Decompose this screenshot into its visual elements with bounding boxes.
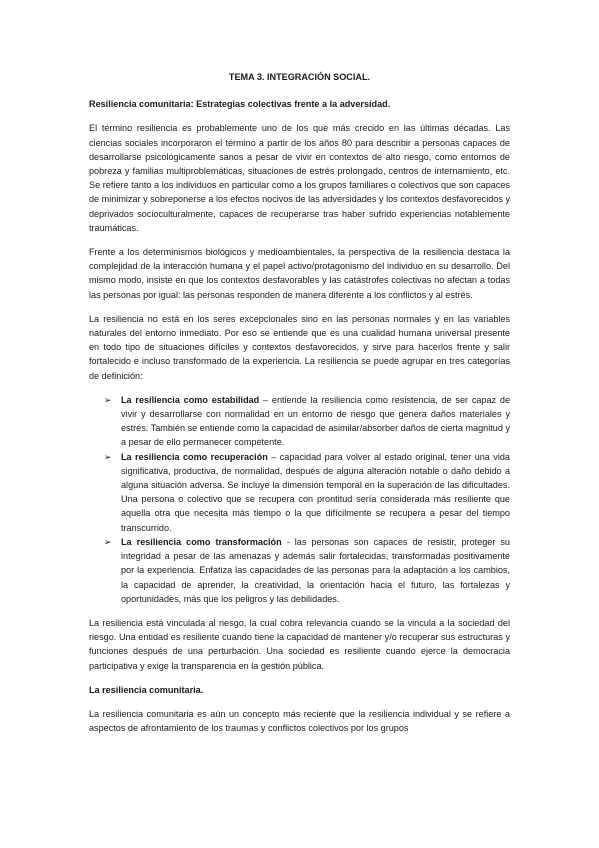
paragraph-last: La resiliencia comunitaria es aún un concepto más reciente que la resiliencia individual y se refiere a aspectos de afrontamiento de los traumas y conflictos colectivos por los grupos <box>89 708 510 734</box>
definition-list <box>89 393 510 606</box>
arrow-bullet-icon: ➢ <box>104 394 112 405</box>
list-item-term: La resiliencia como transformación <box>121 536 282 547</box>
list-item-text: – entiende la resiliencia como resistencia, de ser capaz de vivir y desarrollarse con normalidad en un entorno de riesgo que genera daños materiales y estrés. También se entiende como la capacidad de asimilar/absorber daños de cierta magnitud y a pesar de ello permanecer competente. <box>121 394 511 448</box>
list-item <box>104 450 510 535</box>
list-item <box>104 393 511 450</box>
list-item <box>104 535 510 606</box>
arrow-bullet-icon: ➢ <box>104 451 112 462</box>
section-heading: La resiliencia comunitaria. <box>89 684 204 695</box>
list-item-text: – capacidad para volver al estado original, tener una vida significativa, productiva, de normalidad, después de alguna alteración notable o daño debido a alguna situación adversa. Se incluye la dimensión temporal en la superación de las dificultades. Una persona o colectivo que se recupera con prontitud sería considerada más resiliente que aquella otra que necesita más tiempo o la que difícilmente se recupera a pesar del tiempo transcurrido. <box>121 451 510 533</box>
list-item-text: - las personas son capaces de resistir, proteger su integridad a pesar de las amenazas y además salir fortalecidas, transformadas positivamente por la experiencia. Enfatiza las capacidades de las personas para la adaptación a los cambios, la capacidad de aprender, la creatividad, la orientación hacia el futuro, las fortalezas y oportunidades, más que los peligros y las debilidades. <box>121 536 510 604</box>
paragraph-1: El término resiliencia es probablemente uno de los que más crecido en las últimas décadas. Las ciencias sociales incorporaron el término a partir de los años 80 para describir a personas capaces de desarrollarse psicológicamente sanos a pesar de vivir en contextos de alto riesgo, como entornos de pobreza y familias multiproblemáticas, situaciones de estrés prolongado, centros de internamiento, etc. Se refiere tanto a los individuos en particular como a los grupos familiares o colectivos que son capaces de minimizar y sobreponerse a los efectos nocivos de las adversidades y los contextos desfavorecidos y deprivados socioculturalmente, capaces de recuperarse tras haber sufrido experiencias notablemente traumáticas. <box>89 123 510 233</box>
document-subtitle: Resiliencia comunitaria: Estrategias colectivas frente a la adversidad. <box>89 99 391 110</box>
document-title: TEMA 3. INTEGRACIÓN SOCIAL. <box>228 72 371 82</box>
list-item-term: La resiliencia como estabilidad <box>121 394 260 405</box>
paragraph-2: Frente a los determinismos biológicos y medioambientales, la perspectiva de la resiliencia destaca la complejidad de la interacción humana y el papel activo/protagonismo del individuo en su desarrollo. Del mismo modo, insiste en que los contextos desfavorables y las catástrofes colectivas no afectan a todas las personas por igual: las personas responden de manera diferente a los conflictos y al estrés. <box>89 247 510 300</box>
paragraph-after-list: La resiliencia está vinculada al riesgo, la cual cobra relevancia cuando se la vincula a la sociedad del riesgo. Una entidad es resiliente cuando tiene la capacidad de mantener y/o recuperar sus estructuras y funciones después de una perturbación. Una sociedad es resiliente cuando ejerce la democracia participativa y exige la transparencia en la gestión pública. <box>89 617 510 671</box>
list-item-term: La resiliencia como recuperación <box>121 451 268 462</box>
paragraph-3: La resiliencia no está en los seres excepcionales sino en las personas normales y en las variables naturales del entorno inmediato. Por eso se entiende que es una cualidad humana universal presente en todo tipo de situaciones difíciles y contextos desfavorecidos, y sirve para hacerlos frente y salir fortalecido e incluso transformado de la experiencia. La resiliencia se puede agrupar en tres categorías de definición: <box>89 313 510 381</box>
arrow-bullet-icon: ➢ <box>104 536 112 547</box>
